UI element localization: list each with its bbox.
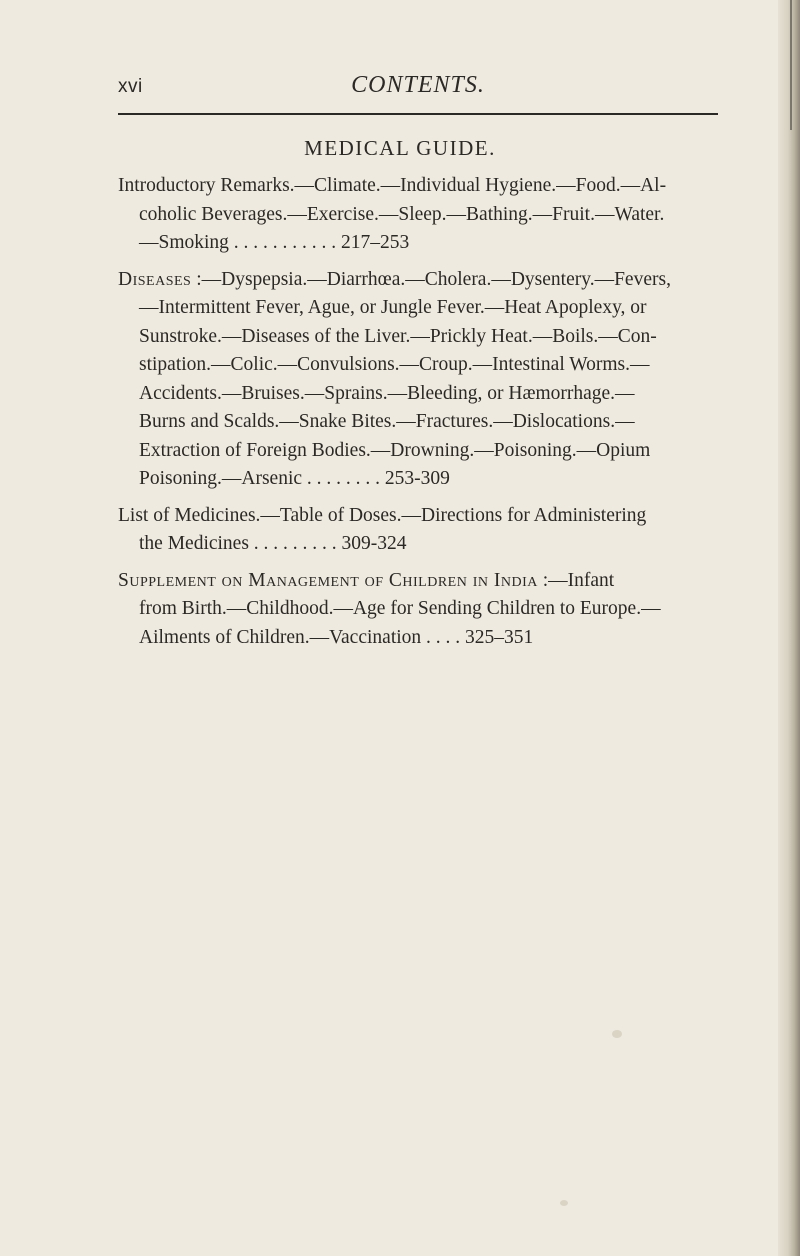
toc-line: Accidents.—Bruises.—Sprains.—Bleeding, or Hæmorrhage.— — [139, 382, 635, 404]
entry-lead: Diseases — [118, 268, 192, 290]
toc-line: Poisoning.—Arsenic . . . . . . . . 253-309 — [139, 468, 450, 489]
paper-spot — [612, 1030, 622, 1038]
page-edge-shadow — [778, 0, 800, 1256]
toc-line: —Smoking . . . . . . . . . . . 217–253 — [139, 232, 410, 253]
toc-line — [118, 266, 730, 295]
running-title: CONTENTS. — [351, 72, 485, 98]
toc-line: Extraction of Foreign Bodies.—Drowning.—Poisoning.—Opium — [139, 439, 651, 461]
paper-spot — [560, 1200, 568, 1206]
toc-entry-introductory-remarks — [118, 172, 730, 258]
toc-line: coholic Beverages.—Exercise.—Sleep.—Bathing.—Fruit.—Water. — [139, 203, 665, 225]
page-header — [118, 72, 718, 102]
toc-line — [118, 567, 730, 596]
page-number: xvi — [118, 76, 143, 97]
entry-text: :—Infant — [537, 569, 615, 591]
toc-entry-list-of-medicines — [118, 502, 730, 559]
toc-line: stipation.—Colic.—Convulsions.—Croup.—Intestinal Worms.— — [139, 354, 650, 375]
contents-list — [118, 172, 730, 660]
toc-line: Introductory Remarks.—Climate.—Individual Hygiene.—Food.—Al- — [118, 175, 667, 196]
toc-line: Sunstroke.—Diseases of the Liver.—Prickly Heat.—Boils.—Con- — [139, 325, 657, 347]
toc-line: List of Medicines.—Table of Doses.—Directions for Administering — [118, 504, 647, 526]
toc-line: Burns and Scalds.—Snake Bites.—Fractures.—Dislocations.— — [139, 411, 635, 432]
toc-entry-supplement — [118, 567, 730, 653]
header-rule — [118, 113, 718, 115]
toc-line: —Intermittent Fever, Ague, or Jungle Fever.—Heat Apoplexy, or — [139, 297, 647, 318]
entry-text: :—Dyspepsia.—Diarrhœa.—Cholera.—Dysentery.—Fevers, — [191, 268, 671, 290]
entry-lead: Supplement on Management of Children in India — [118, 569, 538, 591]
toc-line: Ailments of Children.—Vaccination . . . . 325–351 — [139, 626, 534, 648]
section-title: MEDICAL GUIDE. — [304, 136, 496, 160]
toc-entry-diseases — [118, 266, 730, 494]
page-edge-mark — [790, 0, 792, 130]
toc-line: the Medicines . . . . . . . . . 309-324 — [139, 533, 407, 554]
toc-line: from Birth.—Childhood.—Age for Sending Children to Europe.— — [139, 598, 661, 619]
